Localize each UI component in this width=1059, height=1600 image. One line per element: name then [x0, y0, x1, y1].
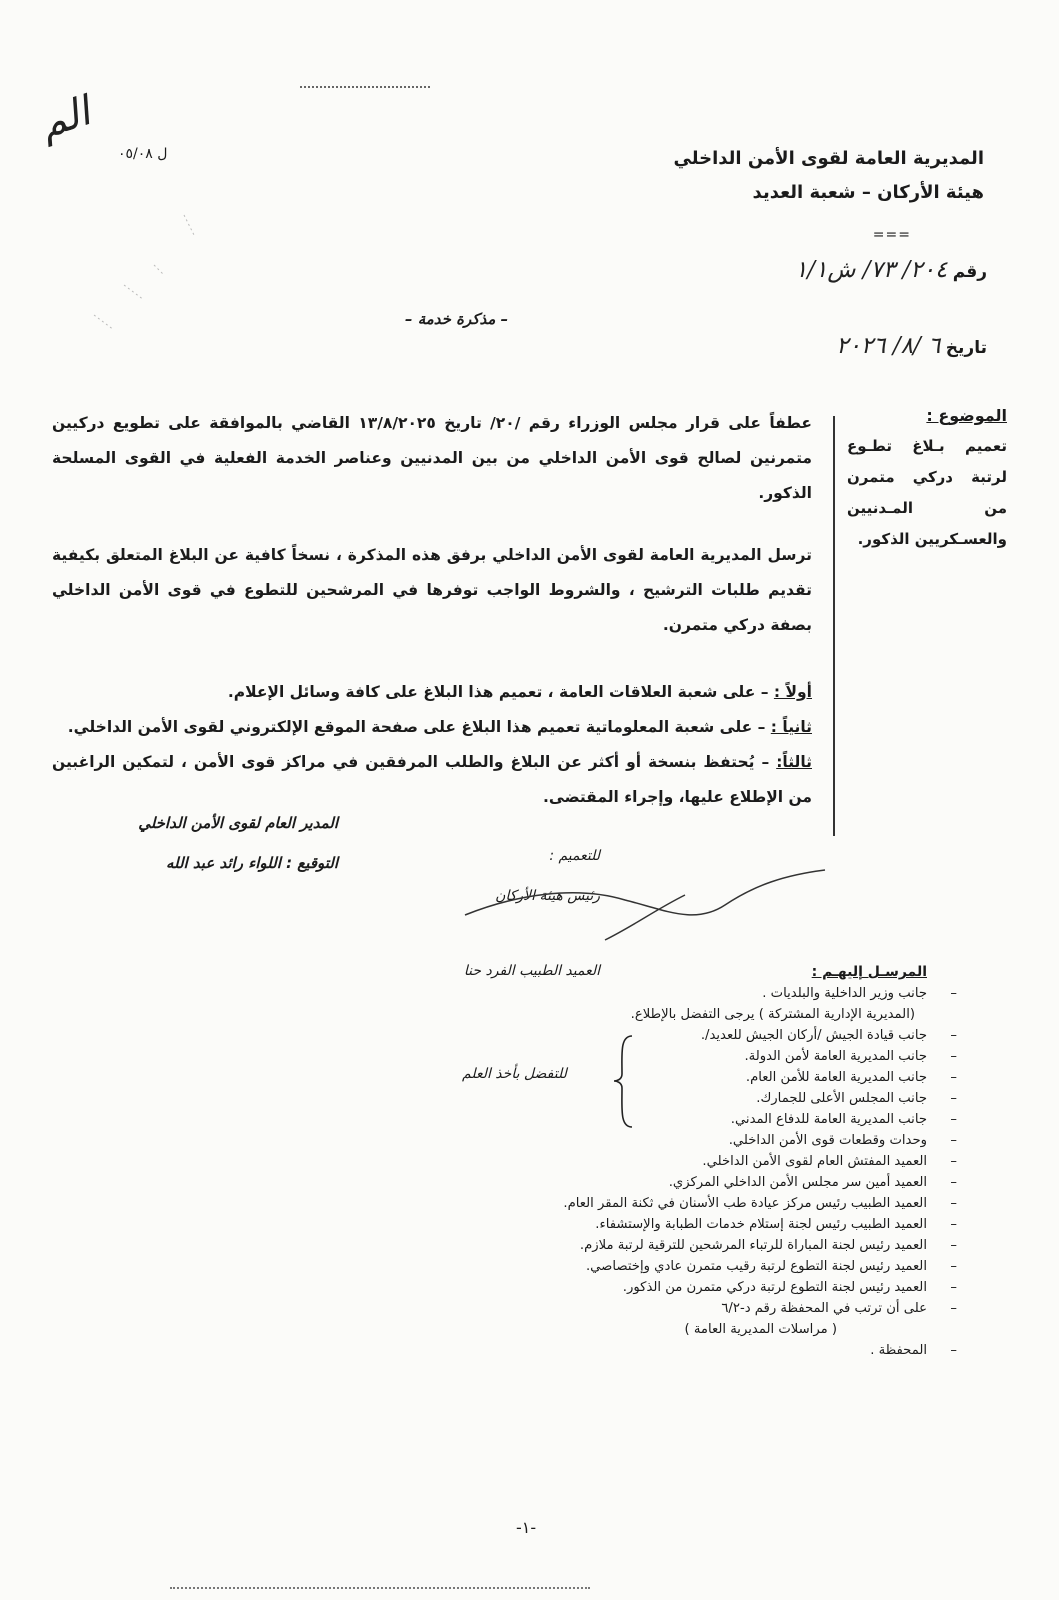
recipient-item: – العميد الطبيب رئيس مركز عيادة طب الأسنان في ثكنة المقر العام.	[563, 1196, 957, 1211]
handwritten-signature	[455, 855, 835, 945]
organization-name: المديرية العامة لقوى الأمن الداخلي	[673, 148, 984, 169]
brace-note: للتفضل بأخذ العلم	[462, 1066, 567, 1082]
recipient-item: ( مراسلات المديرية العامة )	[684, 1322, 837, 1337]
recipient-item: – العميد رئيس لجنة المباراة للرتباء المرشحين للترقية لرتبة ملازم.	[579, 1238, 957, 1253]
item-first-label: أولاً :	[773, 683, 812, 701]
department-name: هيئة الأركان – شعبة العديد	[752, 182, 984, 203]
intro-paragraph: عطفاً على قرار مجلس الوزراء رقم /٢٠/ تاريخ ١٣/٨/٢٠٢٥ القاضي بالموافقة على تطويع دركيين متمرنين لصالح قوى الأمن الداخلي من بين المدنيين وعناصر الخدمة الفعلية في القوى المسلحة الذكور.	[52, 414, 812, 502]
subject-heading: الموضوع :	[926, 406, 1007, 425]
circulation-label: للتعميم :	[549, 848, 600, 864]
separator-mark: ===	[872, 227, 911, 243]
number-label: رقم	[952, 262, 987, 282]
main-paragraph: ترسل المديرية العامة لقوى الأمن الداخلي برفق هذه المذكرة ، نسخاً كافية عن البلاغ المتعلق بكيفية تقديم طلبات الترشيح ، والشروط الواجب توفرها في المرشحين للتطوع في قوى الأمن الداخلي بصفة دركي متمرن.	[52, 546, 812, 634]
scan-bottom-edge-marks	[170, 1587, 590, 1591]
faint-scan-marks	[84, 205, 204, 345]
reference-number	[795, 257, 987, 283]
recipients-block	[187, 962, 957, 1361]
item-third-label: ثالثاً:	[776, 753, 812, 771]
subject-block	[847, 400, 1007, 555]
header-block	[674, 142, 984, 210]
file-reference: ل ٠٥/٠٨	[118, 146, 168, 162]
director-title: المدير العام لقوى الأمن الداخلي	[138, 814, 338, 832]
recipient-item: – المحفظة .	[870, 1343, 957, 1358]
grouping-brace	[612, 1034, 634, 1129]
recipient-item: – وحدات وقطعات قوى الأمن الداخلي.	[728, 1133, 957, 1148]
circulation-name: العميد الطبيب الفرد حنا	[463, 963, 600, 979]
recipient-item: – جانب المديرية العامة لأمن الدولة.	[744, 1049, 957, 1064]
recipient-item: – جانب قيادة الجيش /أركان الجيش للعديد/.	[700, 1028, 957, 1043]
date-value: ٦ /٨/ ٢٠٢٦	[836, 333, 941, 359]
document-date	[836, 333, 987, 359]
recipient-item: (المديرية الإدارية المشتركة ) يرجى التفضل بالإطلاع.	[630, 1007, 915, 1022]
handwritten-mark: الم	[34, 88, 96, 148]
scan-top-edge-marks	[300, 86, 430, 90]
item-second-text: – على شعبة المعلوماتية تعميم هذا البلاغ على صفحة الموقع الإلكتروني لقوى الأمن الداخلي.	[67, 718, 771, 736]
memo-title: – مذكرة خدمة –	[405, 310, 509, 328]
recipient-item: – العميد الطبيب رئيس لجنة إستلام خدمات الطبابة والإستشفاء.	[595, 1217, 957, 1232]
date-label: تاريخ	[945, 338, 987, 358]
recipient-item: – العميد أمين سر مجلس الأمن الداخلي المركزي.	[668, 1175, 957, 1190]
recipient-item: – العميد المفتش العام لقوى الأمن الداخلي.	[702, 1154, 957, 1169]
recipient-item: – العميد رئيس لجنة التطوع لرتبة رقيب متمرن عادي وإختصاصي.	[585, 1259, 957, 1274]
recipient-item: – على أن ترتب في المحفظة رقم د-٦/٢	[721, 1301, 957, 1316]
item-third-text: – يُحتفظ بنسخة أو أكثر عن البلاغ والطلب المرفقين في مراكز قوى الأمن ، لتمكين الراغبين من الإطلاع عليها، وإجراء المقتضى.	[52, 753, 812, 806]
item-second	[52, 710, 812, 745]
recipients-heading: المرسـل إليهـم :	[811, 964, 927, 980]
director-signature: التوقيع : اللواء رائد عبد الله	[165, 854, 338, 872]
item-first	[52, 675, 812, 710]
recipient-item: – جانب المديرية العامة للدفاع المدني.	[730, 1112, 957, 1127]
recipient-item: – جانب المديرية العامة للأمن العام.	[745, 1070, 957, 1085]
item-first-text: – على شعبة العلاقات العامة ، تعميم هذا البلاغ على كافة وسائل الإعلام.	[227, 683, 774, 701]
recipient-item: – العميد رئيس لجنة التطوع لرتبة دركي متمرن من الذكور.	[622, 1280, 957, 1295]
recipient-item: – جانب وزير الداخلية والبلديات .	[762, 986, 957, 1001]
subject-divider	[833, 416, 835, 836]
item-second-label: ثانياً :	[770, 718, 812, 736]
circulation-role: رئيس هيئة الأركان	[495, 888, 600, 904]
page-number: -١-	[516, 1518, 537, 1537]
number-value: ٢٠٤/ ٧٣/ ش١/١	[794, 257, 948, 283]
subject-text: تعميم بـلاغ تطـوع لرتبة دركي متمرن من المـدنيين والعسـكريين الذكور.	[847, 437, 1007, 548]
director-block	[108, 803, 338, 883]
recipient-item: – جانب المجلس الأعلى للجمارك.	[756, 1091, 957, 1106]
memo-body	[52, 406, 812, 815]
